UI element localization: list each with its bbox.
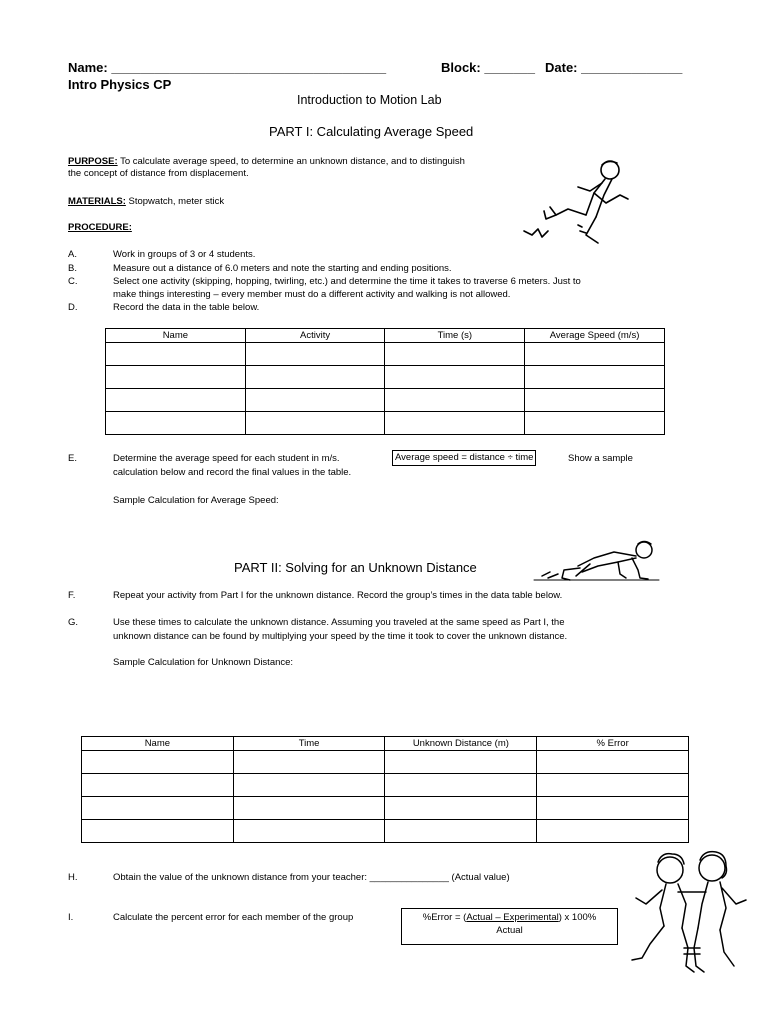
step-i-text: Calculate the percent error for each member of the group	[113, 912, 354, 923]
materials-line	[68, 195, 224, 208]
table-cell[interactable]	[385, 412, 525, 435]
table-cell[interactable]	[385, 751, 537, 774]
table-cell[interactable]	[82, 820, 234, 843]
table-cell[interactable]	[106, 389, 246, 412]
table-row	[82, 774, 689, 797]
table-row	[106, 366, 665, 389]
table-row	[106, 412, 665, 435]
step-c-text-line2: make things interesting – every member must do a different activity and walking is not allowed.	[113, 289, 511, 300]
table2-header-name: Name	[82, 737, 234, 751]
table2-header-distance: Unknown Distance (m)	[385, 737, 537, 751]
step-g-text-line2: unknown distance can be found by multiplying your speed by the time it took to cover the unknown distance.	[113, 631, 568, 642]
table-row	[82, 751, 689, 774]
table-cell[interactable]	[233, 751, 385, 774]
step-h-text: Obtain the value of the unknown distance from your teacher: _______________ (Actual value)	[113, 872, 510, 883]
speed-data-table	[105, 328, 665, 435]
materials-label: MATERIALS:	[68, 196, 126, 207]
step-a-letter: A.	[68, 249, 77, 260]
step-d-text: Record the data in the table below.	[113, 302, 260, 313]
table-row	[106, 389, 665, 412]
table-cell[interactable]	[82, 774, 234, 797]
percent-error-formula-box	[401, 908, 618, 945]
percent-error-numerator	[402, 911, 617, 924]
step-d-letter: D.	[68, 302, 78, 313]
step-b-letter: B.	[68, 263, 77, 274]
error-formula-inner: Actual – Experimental	[466, 912, 559, 923]
table-cell[interactable]	[82, 751, 234, 774]
table-cell[interactable]	[233, 820, 385, 843]
table-cell[interactable]	[385, 366, 525, 389]
step-h-letter: H.	[68, 872, 78, 883]
step-a-text: Work in groups of 3 or 4 students.	[113, 249, 256, 260]
purpose-label: PURPOSE:	[68, 156, 118, 167]
sample-calc-speed-label: Sample Calculation for Average Speed:	[113, 495, 279, 506]
step-f-letter: F.	[68, 590, 76, 601]
step-i-letter: I.	[68, 912, 74, 923]
table1-header-time: Time (s)	[385, 329, 525, 343]
page-title: Introduction to Motion Lab	[297, 93, 442, 107]
three-legged-race-illustration	[622, 848, 757, 978]
table-cell[interactable]	[106, 343, 246, 366]
table-cell[interactable]	[106, 412, 246, 435]
table1-header-name: Name	[106, 329, 246, 343]
table-cell[interactable]	[525, 343, 665, 366]
step-e-text-line2: calculation below and record the final values in the table.	[113, 467, 352, 478]
table-row	[82, 820, 689, 843]
table-cell[interactable]	[537, 820, 689, 843]
table-row	[106, 343, 665, 366]
step-e-text: Determine the average speed for each student in m/s.	[113, 453, 340, 464]
crawling-person-illustration	[534, 536, 659, 584]
step-c-text: Select one activity (skipping, hopping, twirling, etc.) and determine the time it takes to traverse 6 meters. Just to	[113, 276, 581, 287]
table2-header-error: % Error	[537, 737, 689, 751]
error-formula-suffix: ) x 100%	[558, 912, 597, 923]
table-cell[interactable]	[245, 366, 385, 389]
step-b-text: Measure out a distance of 6.0 meters and note the starting and ending positions.	[113, 263, 452, 274]
table-cell[interactable]	[385, 389, 525, 412]
part1-heading: PART I: Calculating Average Speed	[269, 124, 474, 139]
distance-data-table	[81, 736, 689, 843]
purpose-line2: the concept of distance from displacement.	[68, 168, 249, 179]
procedure-label: PROCEDURE:	[68, 222, 132, 233]
table-cell[interactable]	[233, 797, 385, 820]
name-field-label[interactable]: Name: ______________________________________	[68, 60, 387, 75]
table-cell[interactable]	[537, 751, 689, 774]
table-cell[interactable]	[245, 389, 385, 412]
table-cell[interactable]	[525, 389, 665, 412]
table-cell[interactable]	[525, 412, 665, 435]
error-formula-prefix: %Error = (	[422, 912, 467, 923]
sample-calc-distance-label: Sample Calculation for Unknown Distance:	[113, 657, 294, 668]
part2-heading: PART II: Solving for an Unknown Distance	[234, 560, 477, 575]
table-cell[interactable]	[385, 797, 537, 820]
step-f-text: Repeat your activity from Part I for the unknown distance. Record the group’s times in the data table below.	[113, 590, 563, 601]
table-cell[interactable]	[525, 366, 665, 389]
step-g-letter: G.	[68, 617, 79, 628]
step-e-text-after: Show a sample	[568, 453, 633, 464]
average-speed-formula-box: Average speed = distance ÷ time	[392, 450, 536, 466]
purpose-text: To calculate average speed, to determine an unknown distance, and to distinguish	[120, 156, 465, 167]
block-field-label[interactable]: Block: _______	[441, 60, 535, 75]
running-person-illustration	[520, 155, 640, 250]
table2-header-time: Time	[233, 737, 385, 751]
table-cell[interactable]	[233, 774, 385, 797]
course-name: Intro Physics CP	[68, 77, 172, 92]
table-cell[interactable]	[245, 343, 385, 366]
table-cell[interactable]	[245, 412, 385, 435]
step-c-letter: C.	[68, 276, 78, 287]
table-cell[interactable]	[537, 797, 689, 820]
table-cell[interactable]	[385, 774, 537, 797]
table-cell[interactable]	[537, 774, 689, 797]
table1-header-activity: Activity	[245, 329, 385, 343]
step-g-text: Use these times to calculate the unknown distance. Assuming you traveled at the same speed as Part I, the	[113, 617, 565, 628]
table-cell[interactable]	[385, 820, 537, 843]
materials-text: Stopwatch, meter stick	[128, 196, 225, 207]
table-cell[interactable]	[106, 366, 246, 389]
table-row	[82, 797, 689, 820]
table1-header-speed: Average Speed (m/s)	[525, 329, 665, 343]
table-cell[interactable]	[82, 797, 234, 820]
table-cell[interactable]	[385, 343, 525, 366]
step-e-letter: E.	[68, 453, 77, 464]
percent-error-denominator: Actual	[496, 925, 523, 936]
date-field-label[interactable]: Date: ______________	[545, 60, 683, 75]
